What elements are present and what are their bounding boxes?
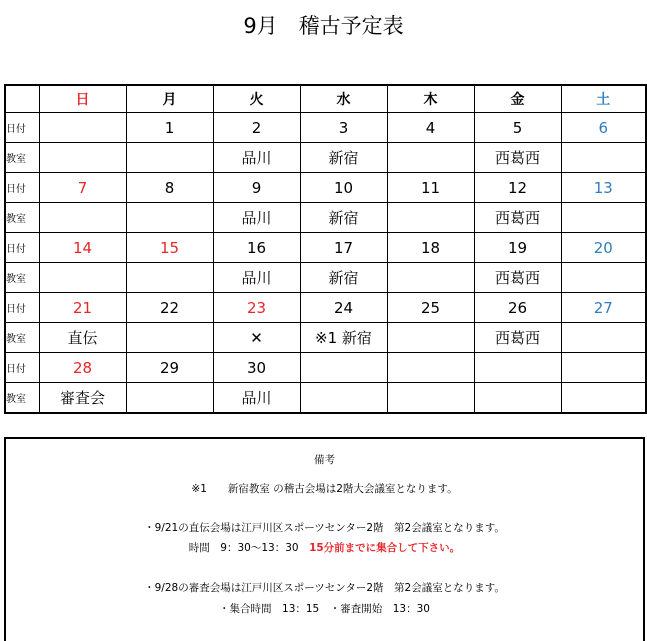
date-cell: 21 (39, 293, 126, 323)
note-line-3 (6, 540, 643, 555)
date-cell: 26 (474, 293, 561, 323)
room-cell (387, 203, 474, 233)
room-cell (387, 263, 474, 293)
notes-heading: 備考 (314, 454, 335, 466)
date-cell: 1 (126, 113, 213, 143)
date-cell: 17 (300, 233, 387, 263)
date-cell: 4 (387, 113, 474, 143)
date-cell (387, 353, 474, 383)
date-cell (39, 113, 126, 143)
room-cell: 新宿 (300, 203, 387, 233)
date-cell: 24 (300, 293, 387, 323)
date-cell: 7 (39, 173, 126, 203)
note-line-1: ※1 新宿教室 の稽古会場は2階大会議室となります。 (191, 483, 458, 495)
schedule-table (4, 84, 647, 414)
date-cell: 18 (387, 233, 474, 263)
room-cell (387, 143, 474, 173)
date-cell (474, 353, 561, 383)
date-cell: 3 (300, 113, 387, 143)
room-cell (39, 263, 126, 293)
date-cell: 16 (213, 233, 300, 263)
date-label: 日付 (5, 173, 39, 203)
room-cell: 西葛西 (474, 263, 561, 293)
date-cell: 15 (126, 233, 213, 263)
room-cell (561, 323, 646, 353)
room-cell (561, 143, 646, 173)
date-label: 日付 (5, 353, 39, 383)
date-cell: 2 (213, 113, 300, 143)
room-cell: 西葛西 (474, 203, 561, 233)
date-cell: 28 (39, 353, 126, 383)
corner-cell (5, 85, 39, 113)
date-cell: 6 (561, 113, 646, 143)
room-row (5, 143, 646, 173)
page-title: 9月 稽古予定表 (243, 14, 404, 38)
date-cell: 30 (213, 353, 300, 383)
room-cell (126, 383, 213, 414)
room-label: 教室 (5, 263, 39, 293)
date-cell: 5 (474, 113, 561, 143)
room-row (5, 383, 646, 414)
room-cell: ✕ (213, 323, 300, 353)
date-label: 日付 (5, 293, 39, 323)
room-cell (39, 143, 126, 173)
note-line-5: ・集合時間 13：15 ・審査開始 13：30 (219, 603, 430, 615)
room-cell: 新宿 (300, 143, 387, 173)
note-line-4: ・9/28の審査会場は江戸川区スポーツセンター2階 第2会議室となります。 (144, 582, 505, 594)
date-label: 日付 (5, 233, 39, 263)
room-cell: 西葛西 (474, 323, 561, 353)
room-cell (387, 323, 474, 353)
room-cell: 審査会 (39, 383, 126, 414)
room-row (5, 323, 646, 353)
room-cell (126, 203, 213, 233)
date-row (5, 233, 646, 263)
weekday-thu: 木 (387, 85, 474, 113)
notes-panel (4, 437, 645, 641)
date-label: 日付 (5, 113, 39, 143)
room-cell (126, 323, 213, 353)
room-cell (387, 383, 474, 414)
date-cell (300, 353, 387, 383)
room-cell: 西葛西 (474, 143, 561, 173)
date-cell: 19 (474, 233, 561, 263)
room-cell: 品川 (213, 203, 300, 233)
note-time: 時間 9：30〜13：30 (188, 542, 310, 554)
note-urgent: 15分前までに集合して下さい。 (309, 542, 461, 554)
date-cell: 22 (126, 293, 213, 323)
room-cell (561, 263, 646, 293)
weekday-tue: 火 (213, 85, 300, 113)
date-cell: 8 (126, 173, 213, 203)
date-cell (561, 353, 646, 383)
date-row (5, 173, 646, 203)
weekday-sun: 日 (39, 85, 126, 113)
room-label: 教室 (5, 323, 39, 353)
room-cell (300, 383, 387, 414)
date-cell: 14 (39, 233, 126, 263)
date-row (5, 293, 646, 323)
room-cell (561, 203, 646, 233)
room-label: 教室 (5, 203, 39, 233)
room-cell: 品川 (213, 263, 300, 293)
date-cell: 25 (387, 293, 474, 323)
date-cell: 29 (126, 353, 213, 383)
date-cell: 13 (561, 173, 646, 203)
date-row (5, 353, 646, 383)
room-cell (126, 263, 213, 293)
weekday-sat: 土 (561, 85, 646, 113)
date-cell: 27 (561, 293, 646, 323)
weekday-fri: 金 (474, 85, 561, 113)
room-label: 教室 (5, 143, 39, 173)
date-row (5, 113, 646, 143)
room-cell: 品川 (213, 143, 300, 173)
room-cell (561, 383, 646, 414)
date-cell: 12 (474, 173, 561, 203)
date-cell: 20 (561, 233, 646, 263)
weekday-wed: 水 (300, 85, 387, 113)
room-cell (39, 203, 126, 233)
room-cell: ※1 新宿 (300, 323, 387, 353)
date-cell: 10 (300, 173, 387, 203)
date-cell: 11 (387, 173, 474, 203)
room-row (5, 203, 646, 233)
date-cell: 9 (213, 173, 300, 203)
room-cell (474, 383, 561, 414)
room-cell: 品川 (213, 383, 300, 414)
room-row (5, 263, 646, 293)
room-cell (126, 143, 213, 173)
room-label: 教室 (5, 383, 39, 414)
weekday-mon: 月 (126, 85, 213, 113)
room-cell: 直伝 (39, 323, 126, 353)
room-cell: 新宿 (300, 263, 387, 293)
weekday-header-row (5, 85, 646, 113)
date-cell: 23 (213, 293, 300, 323)
note-line-2: ・9/21の直伝会場は江戸川区スポーツセンター2階 第2会議室となります。 (144, 522, 505, 534)
